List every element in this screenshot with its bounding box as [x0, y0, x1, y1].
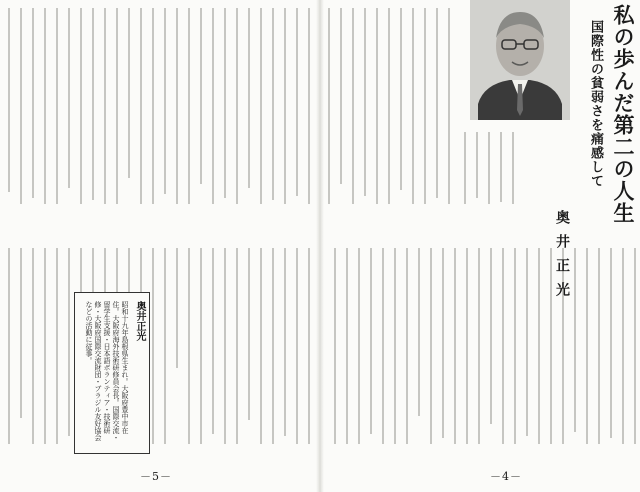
page-number-right: －4－ [490, 470, 522, 483]
bio-line: 会長。国際交流・留学生支援・日本 [103, 301, 120, 441]
body-column-left-bottom [6, 248, 310, 448]
article-subtitle: 国際性の貧弱さを痛感して [588, 20, 603, 188]
bio-line: 府国際交流財団・ブラジル友好協 [94, 329, 102, 434]
bio-line: 昭和十九年島根県生まれ。大阪府 [121, 301, 129, 406]
body-column-right-bottom [326, 248, 636, 448]
author-name: 奥井正光 [554, 210, 570, 306]
author-bio-box [74, 292, 150, 454]
body-column-left-top [6, 8, 310, 208]
body-column-right-middle [326, 132, 514, 208]
bio-heading: 奥井正光 [134, 301, 145, 341]
portrait-image [470, 0, 570, 120]
page-number-left: －5－ [140, 470, 172, 483]
bio-text [84, 301, 129, 447]
bio-line: 語ボランティア・技術研修・大阪 [94, 301, 111, 434]
bio-line: 会などの活動に従事。 [85, 301, 102, 441]
bio-line: 豊中市在住。大阪府海外技術研修員 [112, 301, 129, 434]
left-page [0, 0, 318, 492]
article-title: 私の歩んだ第二の人生 [611, 4, 636, 224]
author-portrait [470, 0, 570, 120]
